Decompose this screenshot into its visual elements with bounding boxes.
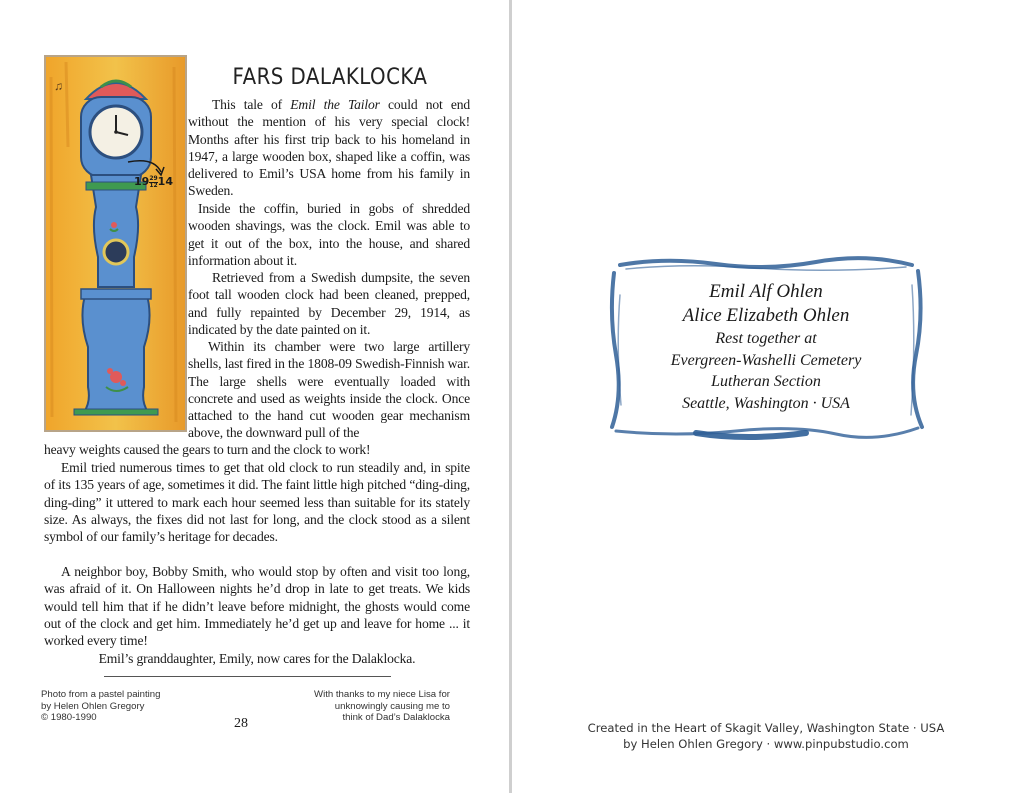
paragraph-4: Within its chamber were two large artillery shells, last fired in the 1808-09 Swedish-Finnish war. The large shells were eventually loaded with concrete and used as weights inside the clock. Once attached to the hand cut wooden gear mechanism above, the downward pull of the	[188, 339, 470, 441]
clock-painting-illustration	[46, 57, 185, 430]
page-number: 28	[234, 716, 248, 731]
paragraph-1	[188, 96, 470, 200]
paragraph-1-emphasis: Emil the Tailor	[290, 97, 380, 112]
paragraph-1-end: could not end without the mention of his very special clock! Months after his first trip back to his homeland in 1947, a large wooden box, shaped like a coffin, was delivered to Emil’s USA home from his family in Sweden.	[188, 97, 471, 199]
plaque-line-section: Lutheran Section	[711, 373, 821, 390]
paragraph-1-start: This tale of	[212, 97, 291, 112]
plaque-line-rest: Rest together at	[715, 330, 817, 347]
paragraph-6: A neighbor boy, Bobby Smith, who would stop by often and visit too long, was afraid of it. On Halloween nights he’d drop in late to get treats. We kids would tell him that if he didn’t leave before midnight, the ghosts would come out of the clock and get him. Immediately he’d get up and leave for home ... it worked every time!	[44, 564, 470, 649]
paragraph-5: Emil tried numerous times to get that old clock to run steadily and, in spite of its 135 years of age, sometimes it did. The faint little high pitched “ding-ding, ding-ding” it uttered to mark each hour seemed less than suitable for its stately size. As always, the fixes did not last for long, and the clock stood as a silent symbol of our family’s heritage for decades.	[44, 460, 470, 545]
paragraph-2: Inside the coffin, buried in gobs of shredded wooden shavings, was the clock. Emil was able to get it out of the box, into the house, and shared information about it.	[188, 201, 470, 268]
photo-credit-line-3: © 1980-1990	[41, 712, 97, 723]
paragraph-7: Emil’s granddaughter, Emily, now cares for the Dalaklocka.	[98, 651, 416, 666]
plaque-line-cemetery: Evergreen-Washelli Cemetery	[670, 351, 862, 369]
plaque-line-location: Seattle, Washington · USA	[682, 394, 850, 412]
painted-date	[134, 175, 173, 189]
photo-credit-line-1: Photo from a pastel painting	[41, 689, 161, 700]
memorial-plaque	[626, 280, 906, 414]
footer-credit-line-1: Created in the Heart of Skagit Valley, Washington State · USA	[587, 721, 945, 735]
paragraph-4-continued: heavy weights caused the gears to turn and the clock to work!	[44, 442, 371, 457]
photo-credit-line-2: by Helen Ohlen Gregory	[41, 700, 145, 712]
paragraph-3: Retrieved from a Swedish dumpsite, the seven foot tall wooden clock had been cleaned, prepped, and fully repainted by December 29, 1914, as indicated by the date painted on it.	[188, 270, 470, 337]
painted-date-year-end: 14	[157, 175, 173, 188]
music-note-icon: ♫	[54, 79, 63, 93]
thanks-credit-line-2: unknowingly causing me to	[334, 700, 450, 712]
thanks-credit-line-1: With thanks to my niece Lisa for	[314, 689, 450, 700]
painted-date-year-start: 19	[134, 175, 150, 188]
clock-painting	[44, 55, 187, 432]
photo-credit	[41, 689, 221, 724]
plaque-name-2: Alice Elizabeth Ohlen	[682, 305, 850, 326]
thanks-credit-line-3: think of Dad’s Dalaklocka	[342, 712, 450, 723]
plaque-name-1: Emil Alf Ohlen	[709, 281, 823, 302]
footer-credit-line-2: by Helen Ohlen Gregory · www.pinpubstudio.com	[623, 737, 909, 751]
painted-date-month: 12	[149, 181, 158, 189]
thanks-credit	[270, 689, 450, 724]
footnote-divider	[104, 676, 391, 677]
painted-date-day: 29	[149, 174, 158, 182]
article-title: FARS DALAKLOCKA	[232, 65, 428, 90]
